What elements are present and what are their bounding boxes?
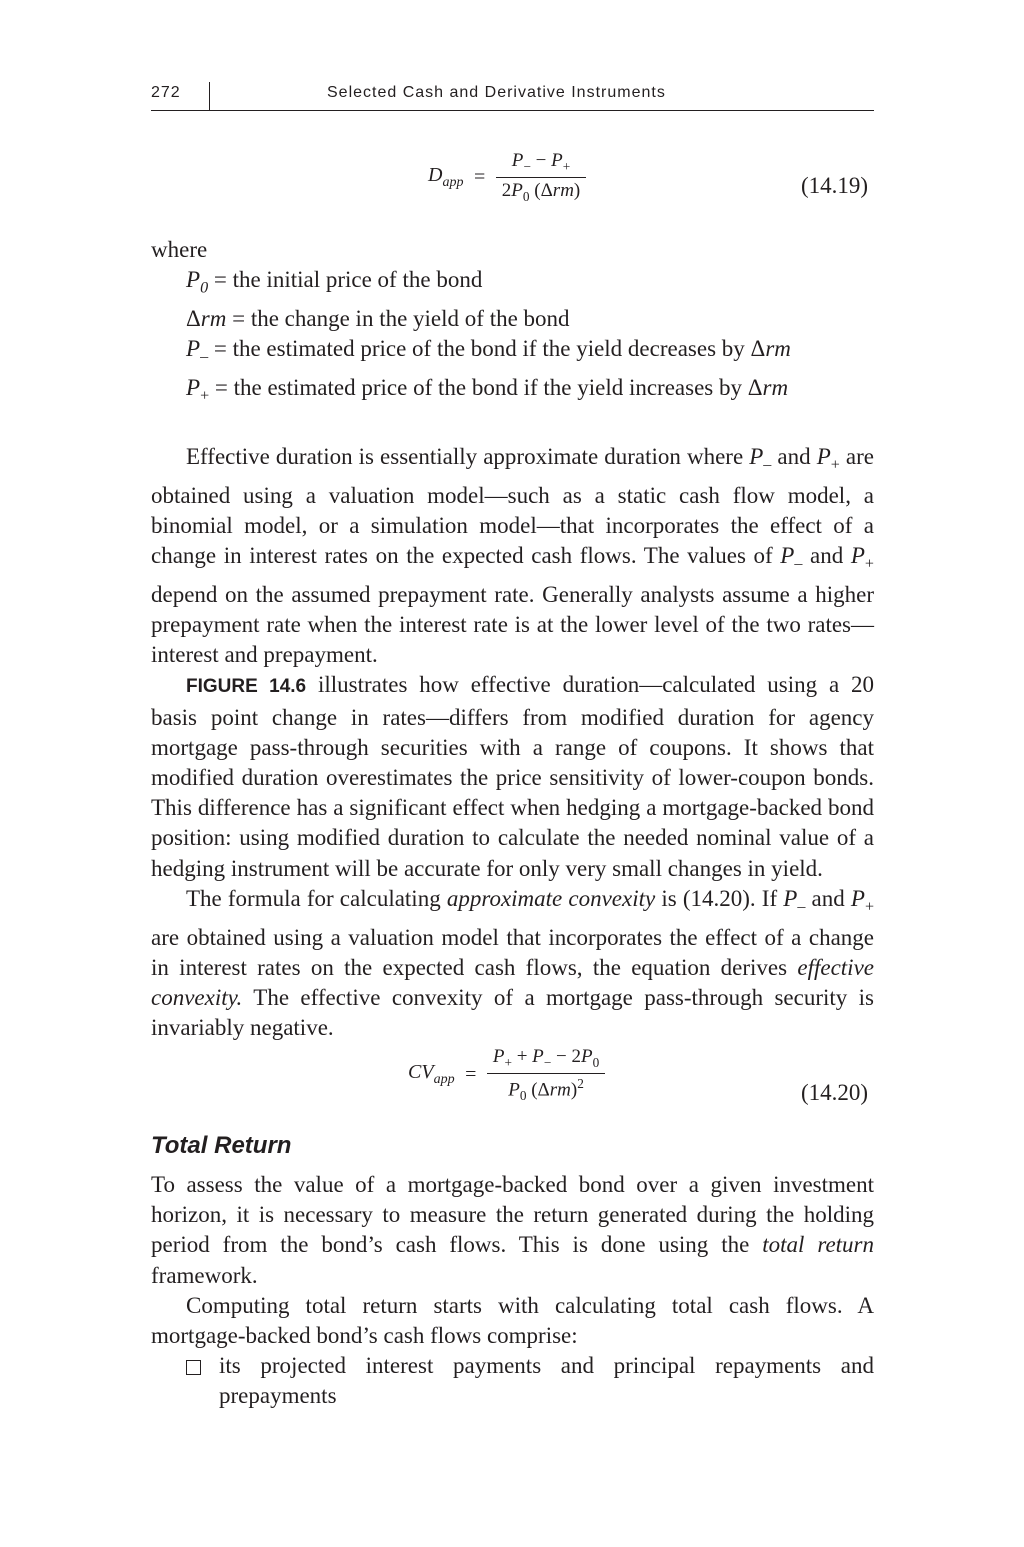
where-item: $P_+$ = the estimated price of the bond if the yield increases by Δrm — [186, 375, 789, 405]
paragraph: To assess the value of a mortgage-backed bond over a given investment horizon, it is necessary to measure the return generated during the holding period from the bond’s cash flows. This is done using the total return framework. — [151, 1172, 874, 1288]
equation-fraction: $\frac{P_+ + P_- - 2P_0}{P_0 (\Delta rm)^2}$ — [487, 1046, 605, 1104]
header-divider — [209, 82, 210, 110]
equation-lhs: $D_{app}$ — [428, 163, 464, 190]
where-item: $P_0$ = the initial price of the bond — [186, 267, 483, 297]
paragraph: FIGURE 14.6 illustrates how effective duration—calculated using a 20 basis point change in rates—differs from modified duration for agency mortgage pass-through securities with a range of coupons. It shows that modified duration overestimates the price sensitivity of lower-coupon bonds. This difference has a significant effect when hedging a mortgage-backed bond position: using modified duration to calculate the needed nominal value of a hedging instrument will be accurate for only very small changes in yield. — [151, 672, 874, 881]
checkbox-bullet-icon — [186, 1360, 201, 1375]
where-item: Δrm = the change in the yield of the bond — [186, 306, 570, 331]
equation-14-20: $CV_{app}$ = $\frac{P_+ + P_- - 2P_0}{P_0 (\Delta rm)^2}$ — [408, 1046, 605, 1104]
running-title: Selected Cash and Derivative Instruments — [327, 84, 666, 101]
where-intro: where — [151, 237, 208, 262]
paragraph: Computing total return starts with calculating total cash flows. A mortgage-backed bond’s cash flows comprise: — [151, 1292, 874, 1349]
body-text-lower — [151, 1170, 874, 1412]
page-number: 272 — [151, 84, 181, 101]
section-heading: Total Return — [151, 1132, 292, 1159]
equation-lhs: $CV_{app}$ — [408, 1061, 455, 1088]
equation-fraction: $\frac{P_- - P_+}{2P_0 (\Delta rm)}$ — [496, 150, 587, 205]
equation-number: (14.19) — [801, 173, 869, 198]
list-item: its projected interest payments and principal repayments and prepayments — [186, 1351, 874, 1411]
paragraph: The formula for calculating approximate convexity is (14.20). If $P_-$ and $P_+$ are obtained using a valuation model that incorporates the effect of a change in interest rates on the expected cash flows, the equation derives effective convexity. The effective convexity of a mortgage pass-through security is invariably negative. — [151, 885, 875, 1041]
where-item: $P_-$ = the estimated price of the bond if the yield decreases by Δrm — [186, 336, 791, 366]
figure-reference: FIGURE 14.6 — [186, 676, 307, 698]
running-header — [151, 80, 874, 111]
body-text-upper — [151, 235, 874, 1043]
paragraph: Effective duration is essentially approximate duration where $P_-$ and $P_+$ are obtained using a valuation model—such as a static cash flow model, a binomial model, or a simulation model—that incorporates the effect of a change in interest rates on the expected cash flows. The values of $P_-$ and $P_+$ depend on the assumed prepayment rate. Generally analysts assume a higher prepayment rate when the interest rate is at the lower level of the two rates—interest and prepayment. — [151, 443, 874, 668]
equation-14-19: $D_{app}$ = $\frac{P_- - P_+}{2P_0 (\Delta rm)}$ — [428, 150, 586, 205]
equation-number: (14.20) — [801, 1080, 869, 1105]
